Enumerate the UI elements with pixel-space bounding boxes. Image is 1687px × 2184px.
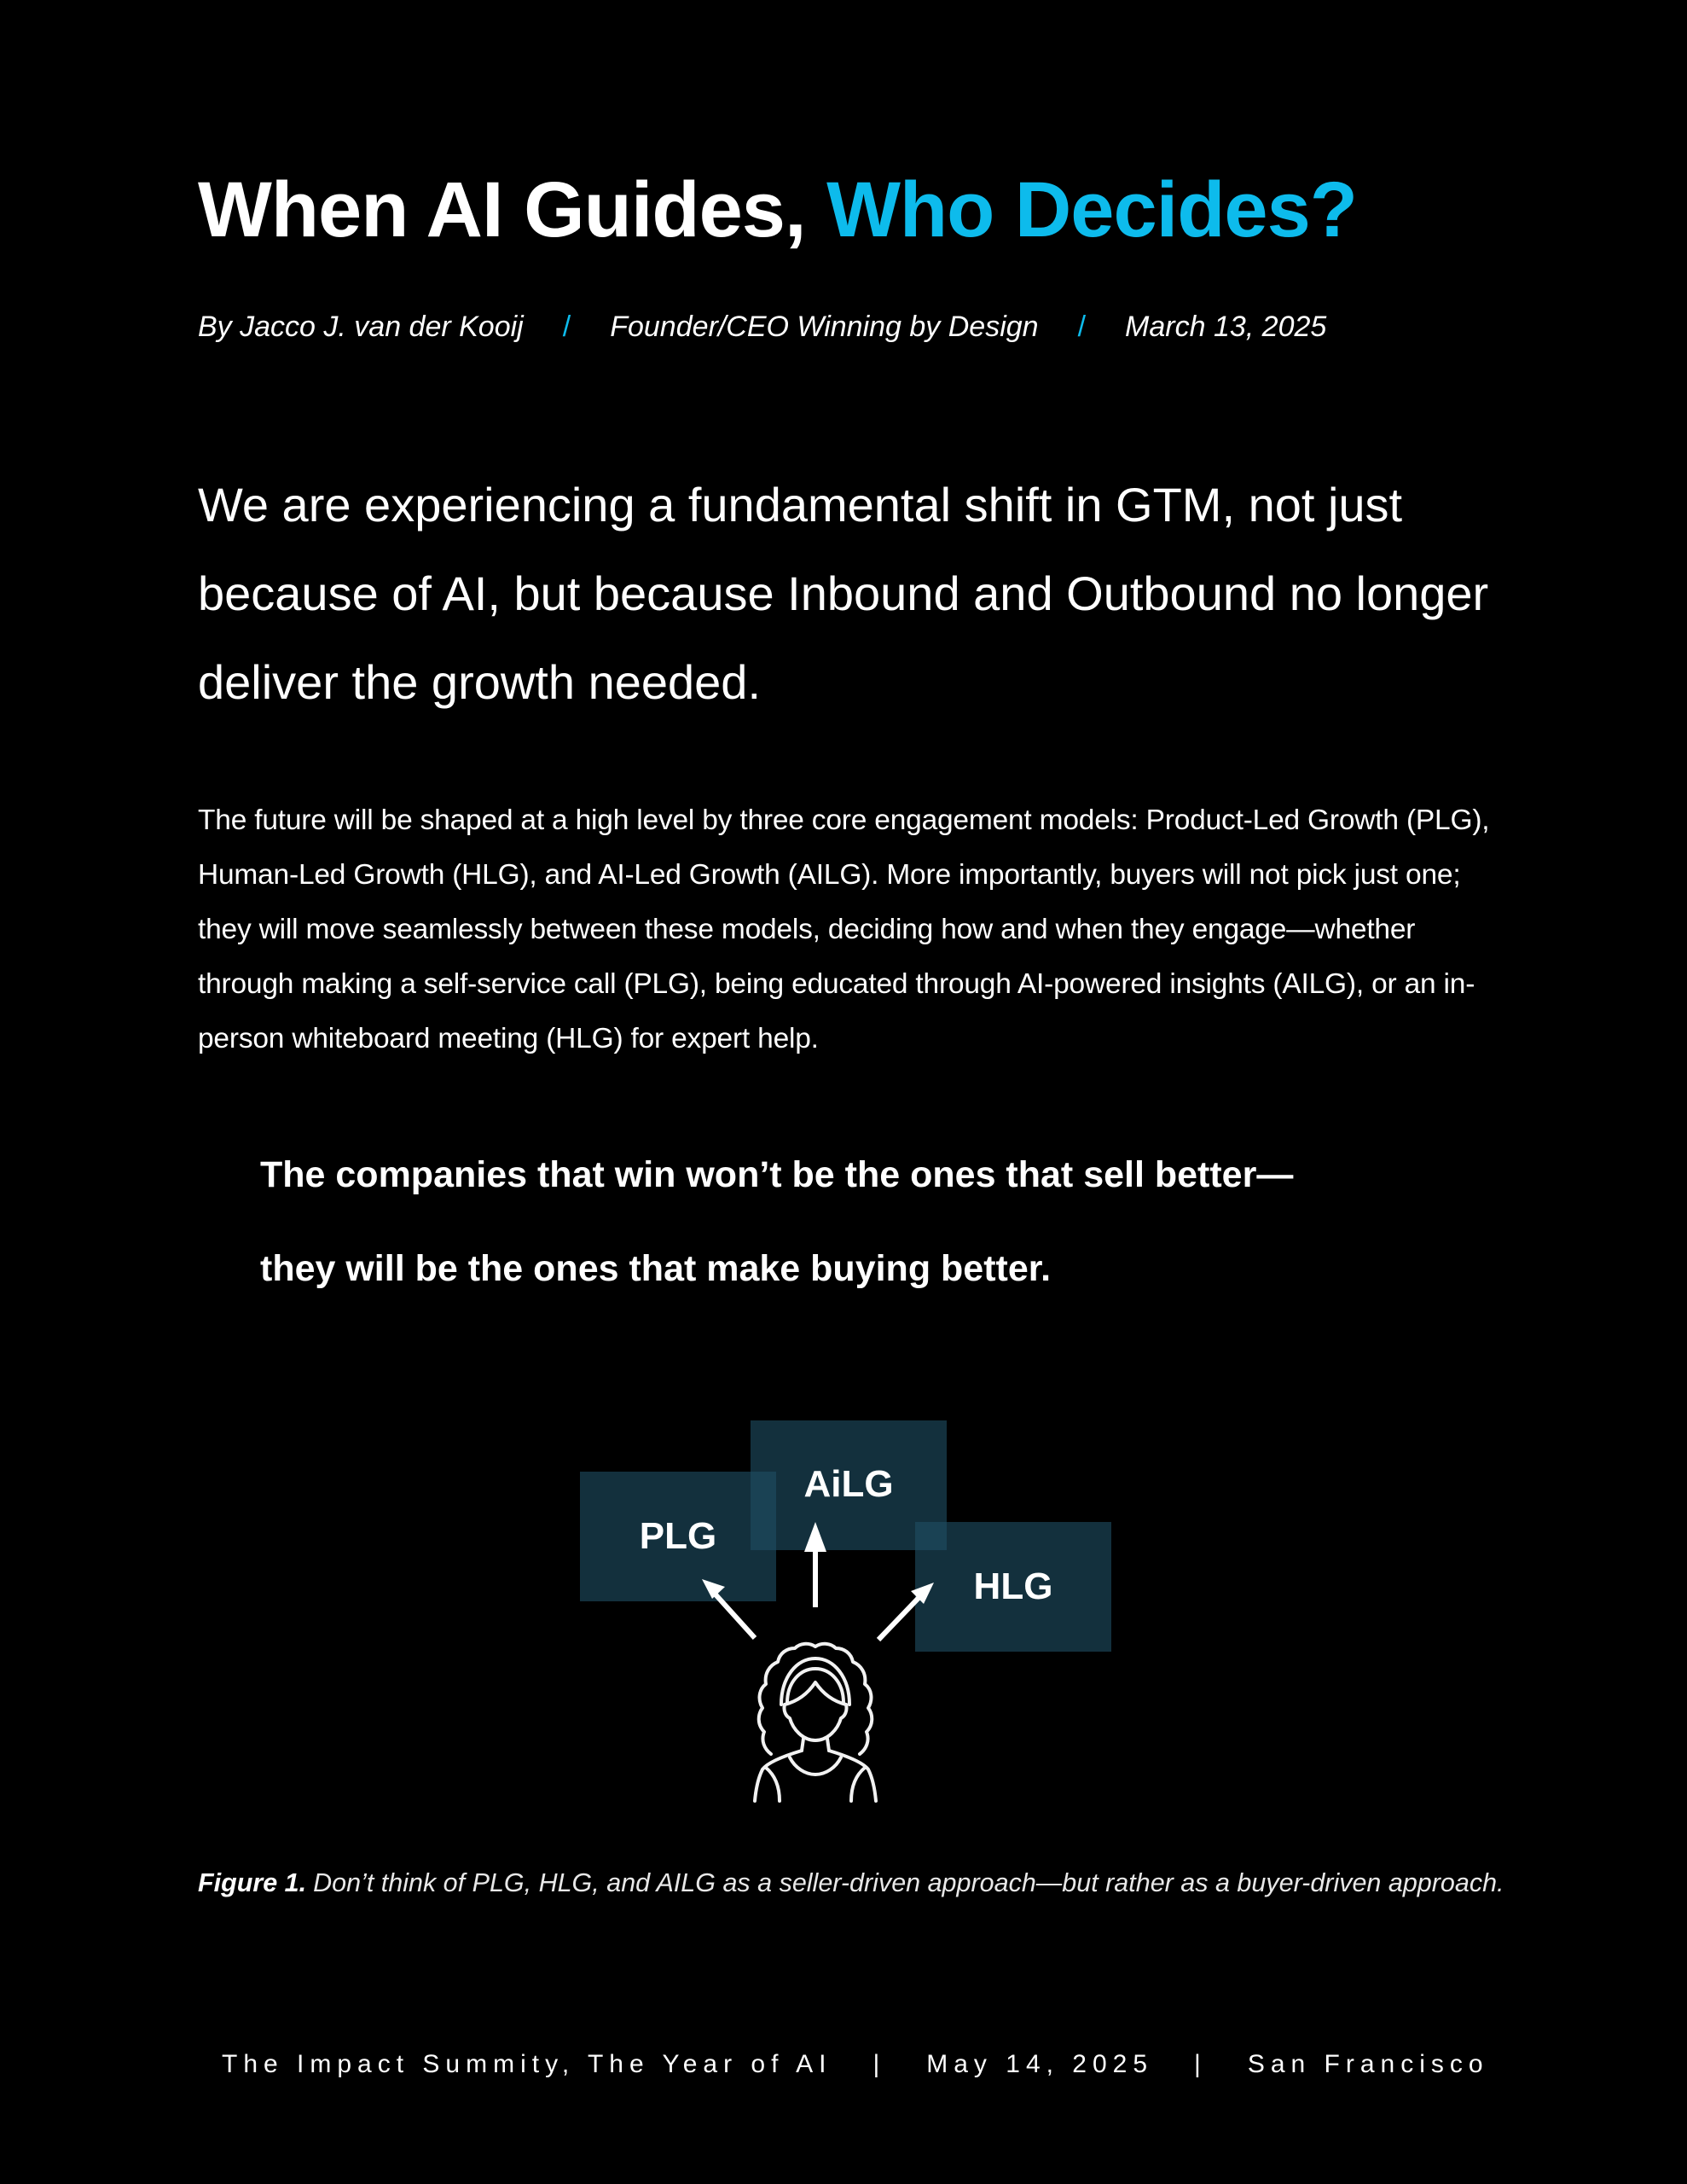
plg-box — [580, 1472, 776, 1601]
byline-separator: / — [1077, 311, 1087, 343]
footer-date: May 14, 2025 — [926, 2050, 1154, 2078]
hlg-label: HLG — [973, 1565, 1053, 1607]
title-accent: Who Decides? — [826, 166, 1357, 253]
title-main: When AI Guides, — [198, 166, 806, 253]
pullquote — [260, 1128, 1454, 1316]
figure-caption-text: Don’t think of PLG, HLG, and AILG as a seller-driven approach—but rather as a buyer-driven approach. — [313, 1868, 1504, 1897]
byline-date: March 13, 2025 — [1125, 311, 1327, 343]
footer — [222, 2050, 1489, 2079]
body-paragraph: The future will be shaped at a high level by three core engagement models: Product-Led Growth (PLG), Human-Led Growth (HLG), and AI-Led Growth (AILG). More importantly, buyers will not pick just one; they will move seamlessly between these models, deciding how and when they engage—whether through making a self-service call (PLG), being educated through AI-powered insights (AILG), or an in-person whiteboard meeting (HLG) for expert help. — [198, 804, 1490, 1054]
ailg-label: AiLG — [803, 1463, 894, 1505]
pullquote-line-2: they will be the ones that make buying better. — [260, 1248, 1052, 1289]
figure-caption — [198, 1868, 1504, 1898]
page-title — [198, 167, 1357, 253]
footer-separator: | — [1194, 2050, 1207, 2078]
byline-role: Founder/CEO Winning by Design — [610, 311, 1039, 343]
lead-paragraph: We are experiencing a fundamental shift in GTM, not just because of AI, but because Inbound and Outbound no longer deliver the growth needed. — [198, 478, 1489, 709]
pullquote-line-1: The companies that win won’t be the ones that sell better— — [260, 1154, 1294, 1195]
plg-label: PLG — [639, 1515, 717, 1557]
footer-location: San Francisco — [1247, 2050, 1489, 2078]
byline-separator: / — [562, 311, 571, 343]
byline — [198, 311, 1326, 344]
footer-separator: | — [872, 2050, 886, 2078]
hlg-box — [915, 1522, 1111, 1652]
footer-event: The Impact Summity, The Year of AI — [222, 2050, 832, 2078]
figure-label: Figure 1. — [198, 1868, 307, 1897]
person-icon — [755, 1644, 876, 1801]
byline-author: By Jacco J. van der Kooij — [198, 311, 524, 343]
